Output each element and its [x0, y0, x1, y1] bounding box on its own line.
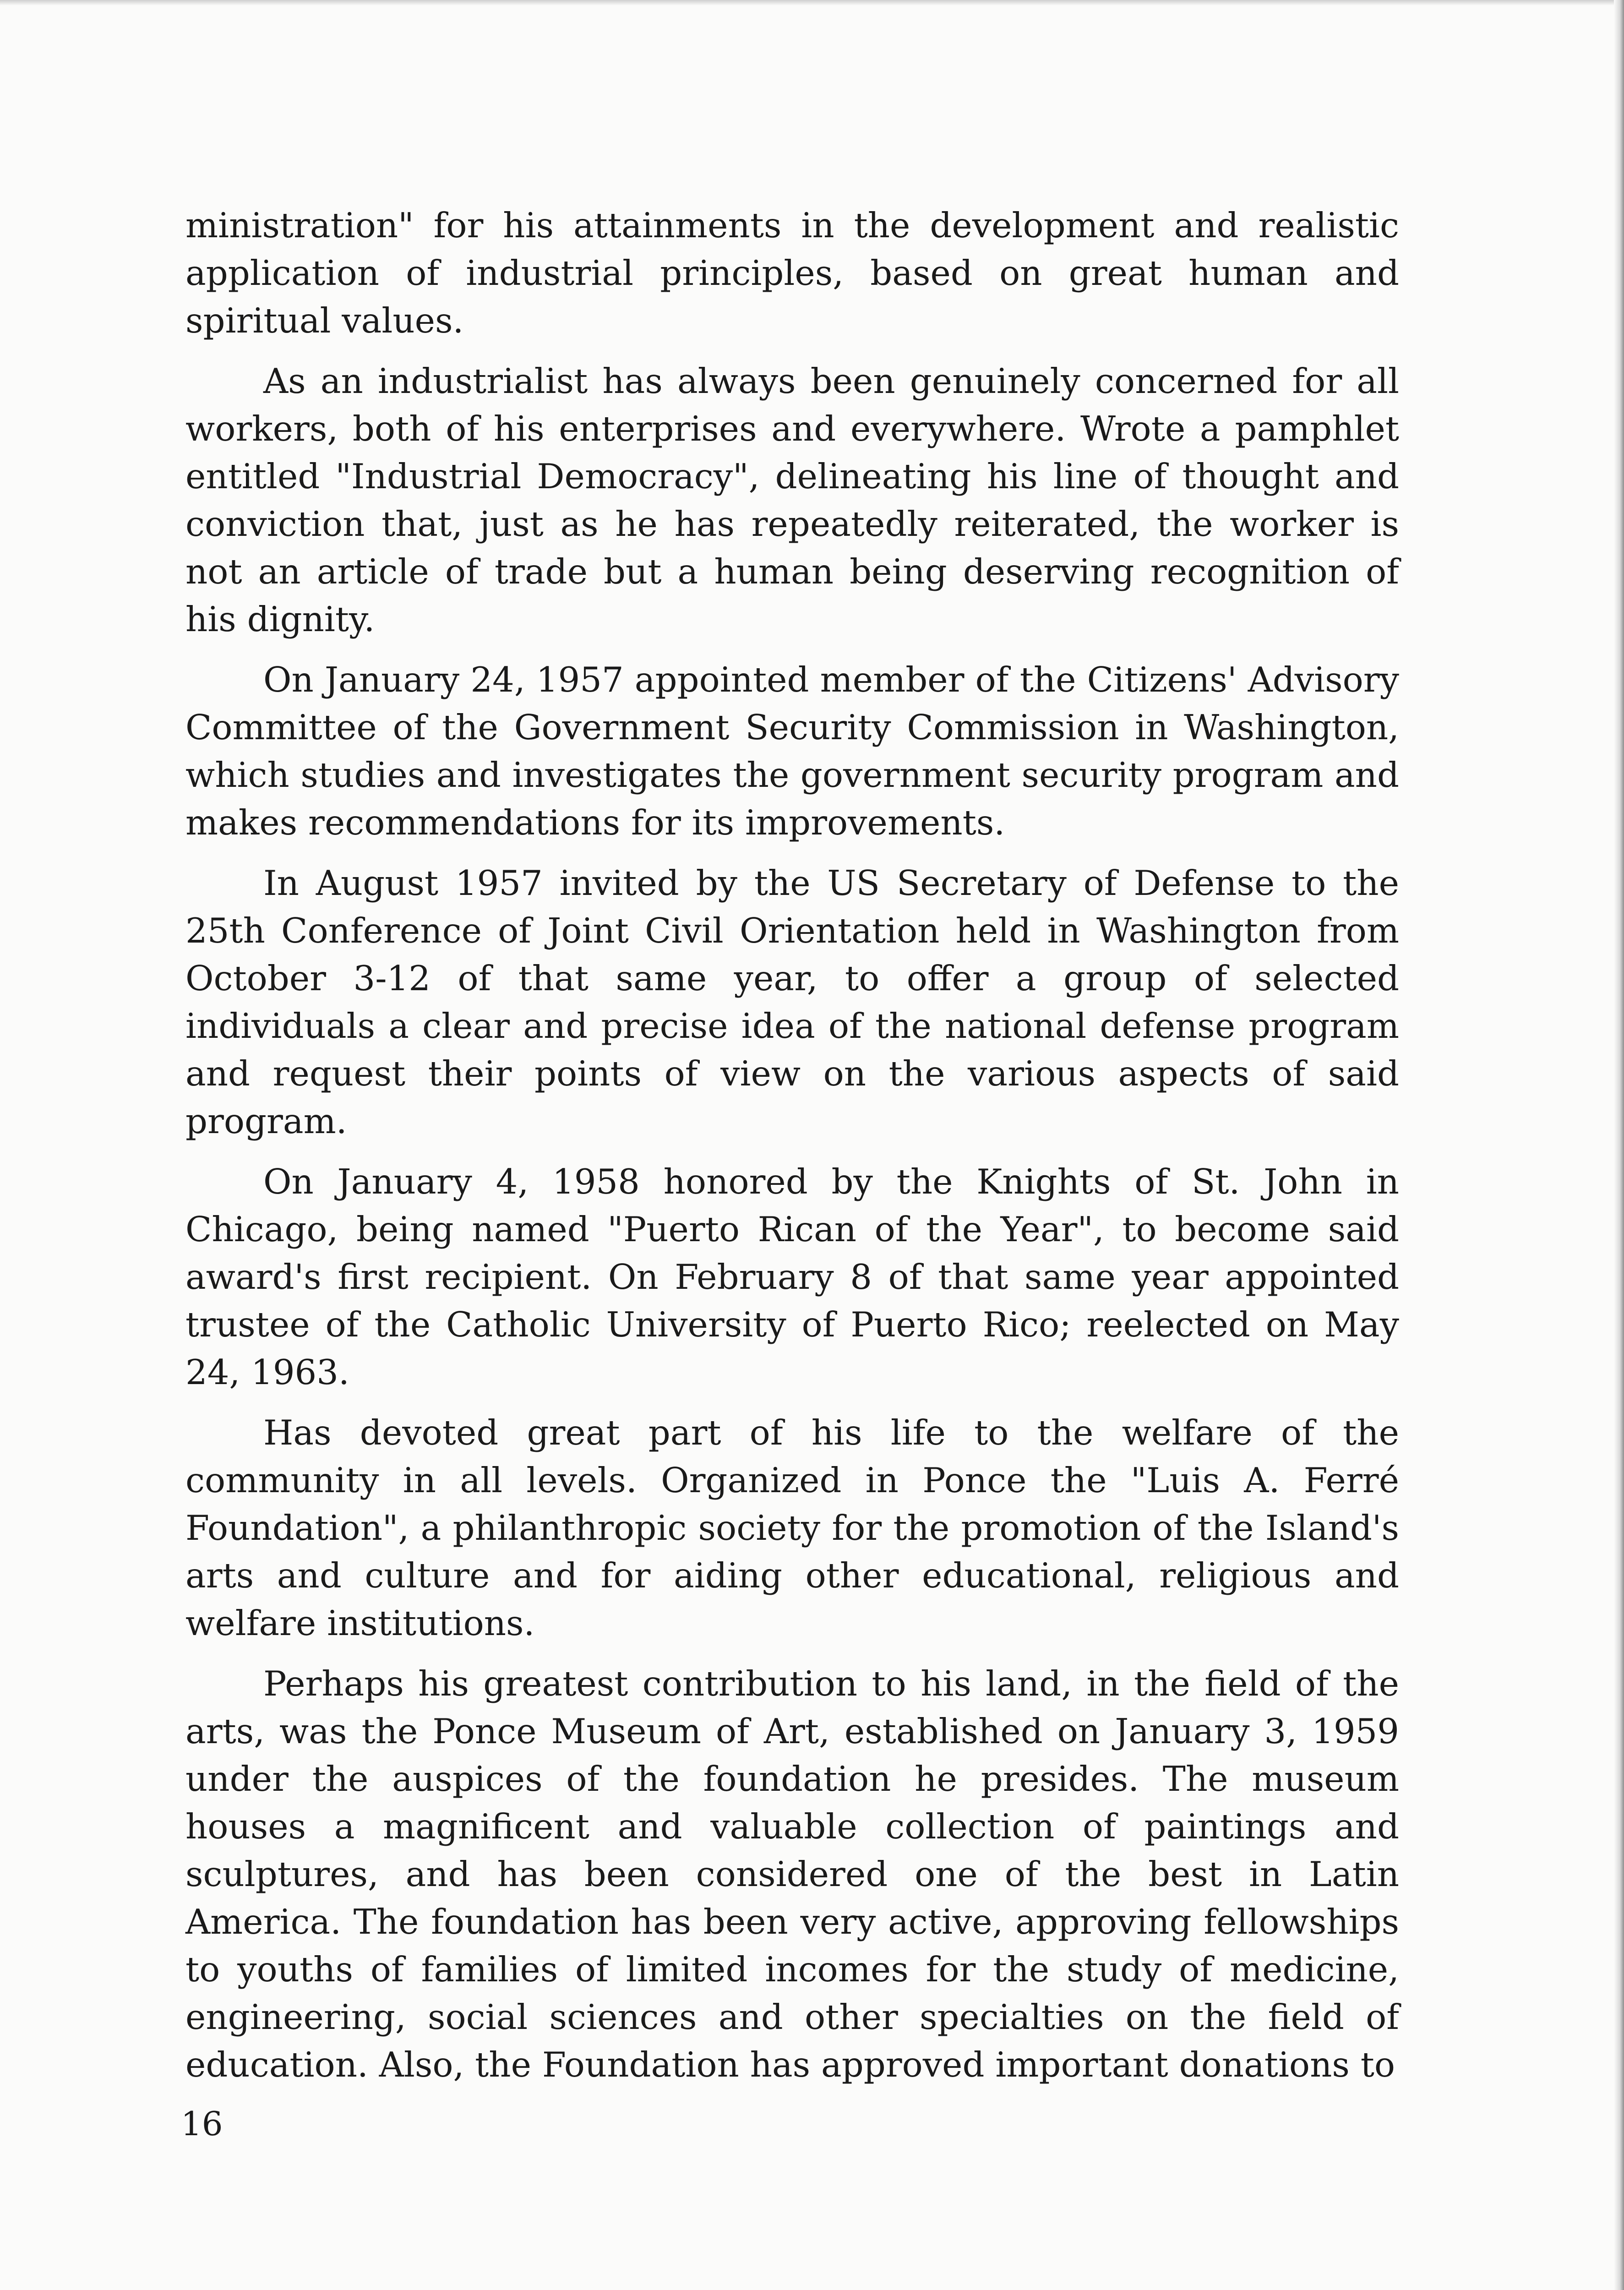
- paragraph: On January 24, 1957 appointed member of the Citizens' Advisory Committee of the Government Security Commission in Washington, which studies and investigates the government security program and makes recommendations for its improvements.: [185, 660, 1399, 843]
- paragraph: In August 1957 invited by the US Secretary of Defense to the 25th Conference of Joint Civil Orientation held in Washington from October 3-12 of that same year, to offer a group of selected individuals a clear and precise idea of the national defense program and request their points of view on the various aspects of said program.: [185, 863, 1399, 1141]
- body-text: [185, 202, 1399, 2101]
- page-right-edge: [1614, 0, 1624, 2290]
- page-number: 16: [181, 2105, 223, 2143]
- page-top-edge: [0, 0, 1624, 5]
- paragraph: On January 4, 1958 honored by the Knights of St. John in Chicago, being named "Puerto Rican of the Year", to become said award's first recipient. On February 8 of that same year appointed trustee of the Catholic University of Puerto Rico; reelected on May 24, 1963.: [185, 1161, 1399, 1392]
- paragraph: ministration" for his attainments in the development and realistic application of industrial principles, based on great human and spiritual values.: [185, 205, 1399, 341]
- paragraph: As an industrialist has always been genuinely concerned for all workers, both of his enterprises and everywhere. Wrote a pamphlet entitled "Industrial Democracy", delineating his line of thought and conviction that, just as he has repeatedly reiterated, the worker is not an article of trade but a human being deserving recognition of his dignity.: [185, 361, 1399, 639]
- paragraph: Has devoted great part of his life to the welfare of the community in all levels. Organized in Ponce the "Luis A. Ferré Foundation", a philanthropic society for the promotion of the Island's arts and culture and for aiding other educational, religious and welfare institutions.: [185, 1412, 1399, 1643]
- paragraph: Perhaps his greatest contribution to his land, in the field of the arts, was the Ponce Museum of Art, established on January 3, 1959 under the auspices of the foundation he presides. The museum houses a magnificent and valuable collection of paintings and sculptures, and has been considered one of the best in Latin America. The foundation has been very active, approving fellowships to youths of families of limited incomes for the study of medicine, engineering, social sciences and other specialties on the field of education. Also, the Foundation has approved important donations to: [185, 1663, 1399, 2085]
